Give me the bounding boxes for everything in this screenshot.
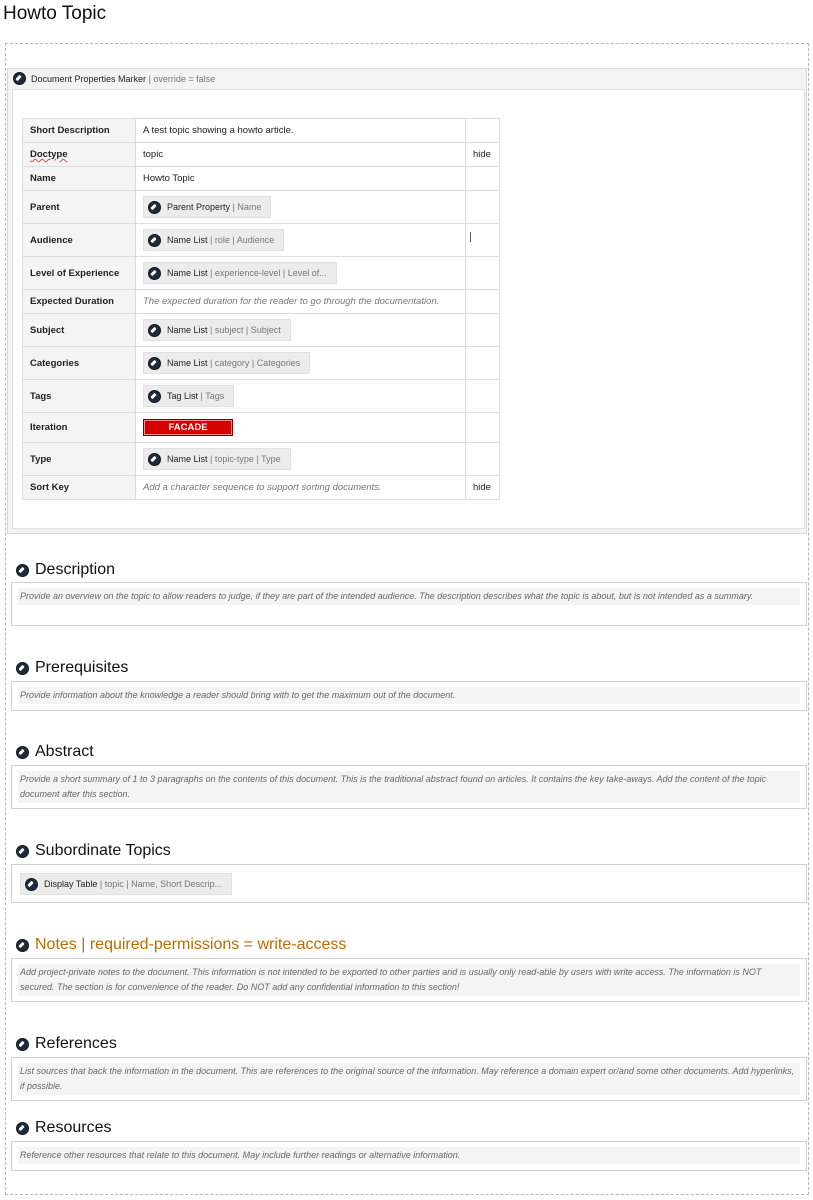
table-row xyxy=(23,167,500,191)
section-box-description[interactable] xyxy=(11,582,807,626)
macro-name: Document Properties Marker xyxy=(31,73,147,84)
property-key: Parent xyxy=(23,191,136,224)
macro-edit-icon[interactable] xyxy=(148,201,161,214)
macro-name: Name List xyxy=(167,358,208,368)
property-extra: hide xyxy=(466,143,500,167)
macro-params: | role | Audience xyxy=(210,235,275,245)
section-heading-notes xyxy=(16,936,346,954)
macro-name: Name List xyxy=(167,235,208,245)
value-text: A test topic showing a howto article. xyxy=(143,125,294,136)
table-row xyxy=(23,413,500,443)
properties-table xyxy=(22,118,500,500)
section-heading-prerequisites xyxy=(16,659,128,677)
section-heading-abstract xyxy=(16,743,94,761)
table-row xyxy=(23,476,500,500)
section-hint-text: List sources that back the information in the document. This are references to the original source of the information. May reference a domain expert or/and some other documents. Add hyperlinks, if possible. xyxy=(18,1063,800,1095)
macro-edit-icon[interactable] xyxy=(148,453,161,466)
property-value xyxy=(136,314,466,347)
property-key: Categories xyxy=(23,347,136,380)
properties-body xyxy=(12,89,805,529)
section-box-prerequisites[interactable] xyxy=(11,681,807,711)
macro-name: Name List xyxy=(167,454,208,464)
table-row xyxy=(23,143,500,167)
property-value xyxy=(136,191,466,224)
macro-chip[interactable] xyxy=(143,352,310,374)
section-box-notes[interactable] xyxy=(11,958,807,1002)
macro-edit-icon[interactable] xyxy=(148,357,161,370)
macro-name: Name List xyxy=(167,268,208,278)
property-hint[interactable]: The expected duration for the reader to go through the documentation. xyxy=(136,290,466,314)
macro-params: | subject | Subject xyxy=(210,325,281,335)
property-key: Tags xyxy=(23,380,136,413)
section-box-resources[interactable] xyxy=(11,1141,807,1171)
property-key: Audience xyxy=(23,224,136,257)
macro-chip[interactable] xyxy=(143,262,337,284)
section-box-subordinate-topics xyxy=(11,864,807,903)
property-value xyxy=(136,413,466,443)
property-hint[interactable]: Add a character sequence to support sorting documents. xyxy=(136,476,466,500)
macro-chip[interactable] xyxy=(143,385,234,407)
section-macro-icon[interactable] xyxy=(16,746,29,759)
section-macro-icon[interactable] xyxy=(16,939,29,952)
macro-name: Tag List xyxy=(167,391,199,401)
property-extra xyxy=(466,443,500,476)
macro-name: Parent Property xyxy=(167,202,231,212)
macro-name: Display Table xyxy=(44,879,98,889)
property-key: Name xyxy=(23,167,136,191)
property-extra xyxy=(466,347,500,380)
table-row xyxy=(23,380,500,413)
macro-params: | Tags xyxy=(200,391,225,401)
property-value xyxy=(136,224,466,257)
section-macro-icon[interactable] xyxy=(16,845,29,858)
property-extra xyxy=(466,167,500,191)
property-value xyxy=(136,380,466,413)
section-heading-description xyxy=(16,561,115,579)
macro-edit-icon[interactable] xyxy=(148,267,161,280)
property-key: Level of Experience xyxy=(23,257,136,290)
property-extra xyxy=(466,380,500,413)
property-key: Iteration xyxy=(23,413,136,443)
macro-edit-icon[interactable] xyxy=(148,234,161,247)
macro-chip[interactable] xyxy=(143,448,291,470)
section-hint-text: Provide an overview on the topic to allow readers to judge, if they are part of the intended audience. The description describes what the topic is about, but is not intended as a summary. xyxy=(18,588,800,605)
section-box-abstract[interactable] xyxy=(11,765,807,809)
section-title: Resources xyxy=(35,1119,112,1136)
section-title: Abstract xyxy=(35,743,94,760)
document-properties-macro[interactable] xyxy=(7,68,807,534)
table-row xyxy=(23,257,500,290)
property-value xyxy=(136,443,466,476)
macro-params: | topic-type | Type xyxy=(210,454,281,464)
macro-params: | topic | Name, Short Descrip... xyxy=(99,879,223,889)
section-title: Prerequisites xyxy=(35,659,129,676)
property-key xyxy=(23,143,136,167)
macro-params: | category | Categories xyxy=(210,358,301,368)
section-hint-text: Reference other resources that relate to this document. May include further readings or alternative information. xyxy=(18,1147,800,1164)
section-title: References xyxy=(35,1035,117,1052)
section-heading-references xyxy=(16,1035,117,1053)
section-hint-text: Add project-private notes to the document. This information is not intended to be exported to other parties and is usually only read-able by users with write access. The information is NOT secured. The section is for convenience of the reader. Do NOT add any confidential information to this section! xyxy=(18,964,800,996)
macro-name: Name List xyxy=(167,325,208,335)
property-value[interactable]: topic xyxy=(136,143,466,167)
section-hint-text: Provide a short summary of 1 to 3 paragraphs on the contents of this document. This is the traditional abstract found on articles. It contains the key take-aways. Add the content of the topic document after this section. xyxy=(18,771,800,803)
property-value xyxy=(136,257,466,290)
property-key: Sort Key xyxy=(23,476,136,500)
macro-chip[interactable] xyxy=(143,229,284,251)
section-title: Subordinate Topics xyxy=(35,842,171,859)
table-row xyxy=(23,290,500,314)
facade-status-badge[interactable]: FACADE xyxy=(143,419,233,436)
property-key: Type xyxy=(23,443,136,476)
macro-edit-icon[interactable] xyxy=(13,72,26,85)
section-hint-text: Provide information about the knowledge a reader should bring with to get the maximum out of the document. xyxy=(18,687,800,704)
section-macro-icon[interactable] xyxy=(16,662,29,675)
property-extra xyxy=(466,314,500,347)
property-key: Expected Duration xyxy=(23,290,136,314)
property-key-text: Doctype xyxy=(30,149,68,160)
table-row xyxy=(23,224,500,257)
section-title: Notes | required-permissions = write-access xyxy=(35,936,347,953)
property-extra xyxy=(466,257,500,290)
table-row xyxy=(23,314,500,347)
section-box-references[interactable] xyxy=(11,1057,807,1101)
section-title: Description xyxy=(35,561,116,578)
property-extra xyxy=(466,290,500,314)
macro-edit-icon[interactable] xyxy=(148,324,161,337)
section-heading-resources xyxy=(16,1119,111,1137)
macro-header[interactable] xyxy=(8,69,806,88)
macro-edit-icon[interactable] xyxy=(25,878,38,891)
table-row xyxy=(23,347,500,380)
macro-params: | experience-level | Level of... xyxy=(210,268,327,278)
section-macro-icon[interactable] xyxy=(16,1038,29,1051)
property-value[interactable] xyxy=(136,119,466,143)
table-row xyxy=(23,443,500,476)
text-cursor xyxy=(470,232,471,242)
macro-chip[interactable] xyxy=(143,319,291,341)
property-extra xyxy=(466,191,500,224)
table-row xyxy=(23,191,500,224)
section-macro-icon[interactable] xyxy=(16,1122,29,1135)
macro-params: | override = false xyxy=(148,73,216,84)
property-value[interactable]: Howto Topic xyxy=(136,167,466,191)
macro-params: | Name xyxy=(232,202,262,212)
section-macro-icon[interactable] xyxy=(16,564,29,577)
section-heading-subordinate-topics xyxy=(16,842,171,860)
table-row xyxy=(23,119,500,143)
property-extra xyxy=(466,413,500,443)
macro-edit-icon[interactable] xyxy=(148,390,161,403)
property-extra: hide xyxy=(466,476,500,500)
property-value xyxy=(136,347,466,380)
property-key: Subject xyxy=(23,314,136,347)
property-extra xyxy=(466,119,500,143)
macro-chip[interactable] xyxy=(20,873,232,895)
macro-chip[interactable] xyxy=(143,196,271,218)
page-title: Howto Topic xyxy=(3,3,107,24)
property-key: Short Description xyxy=(23,119,136,143)
